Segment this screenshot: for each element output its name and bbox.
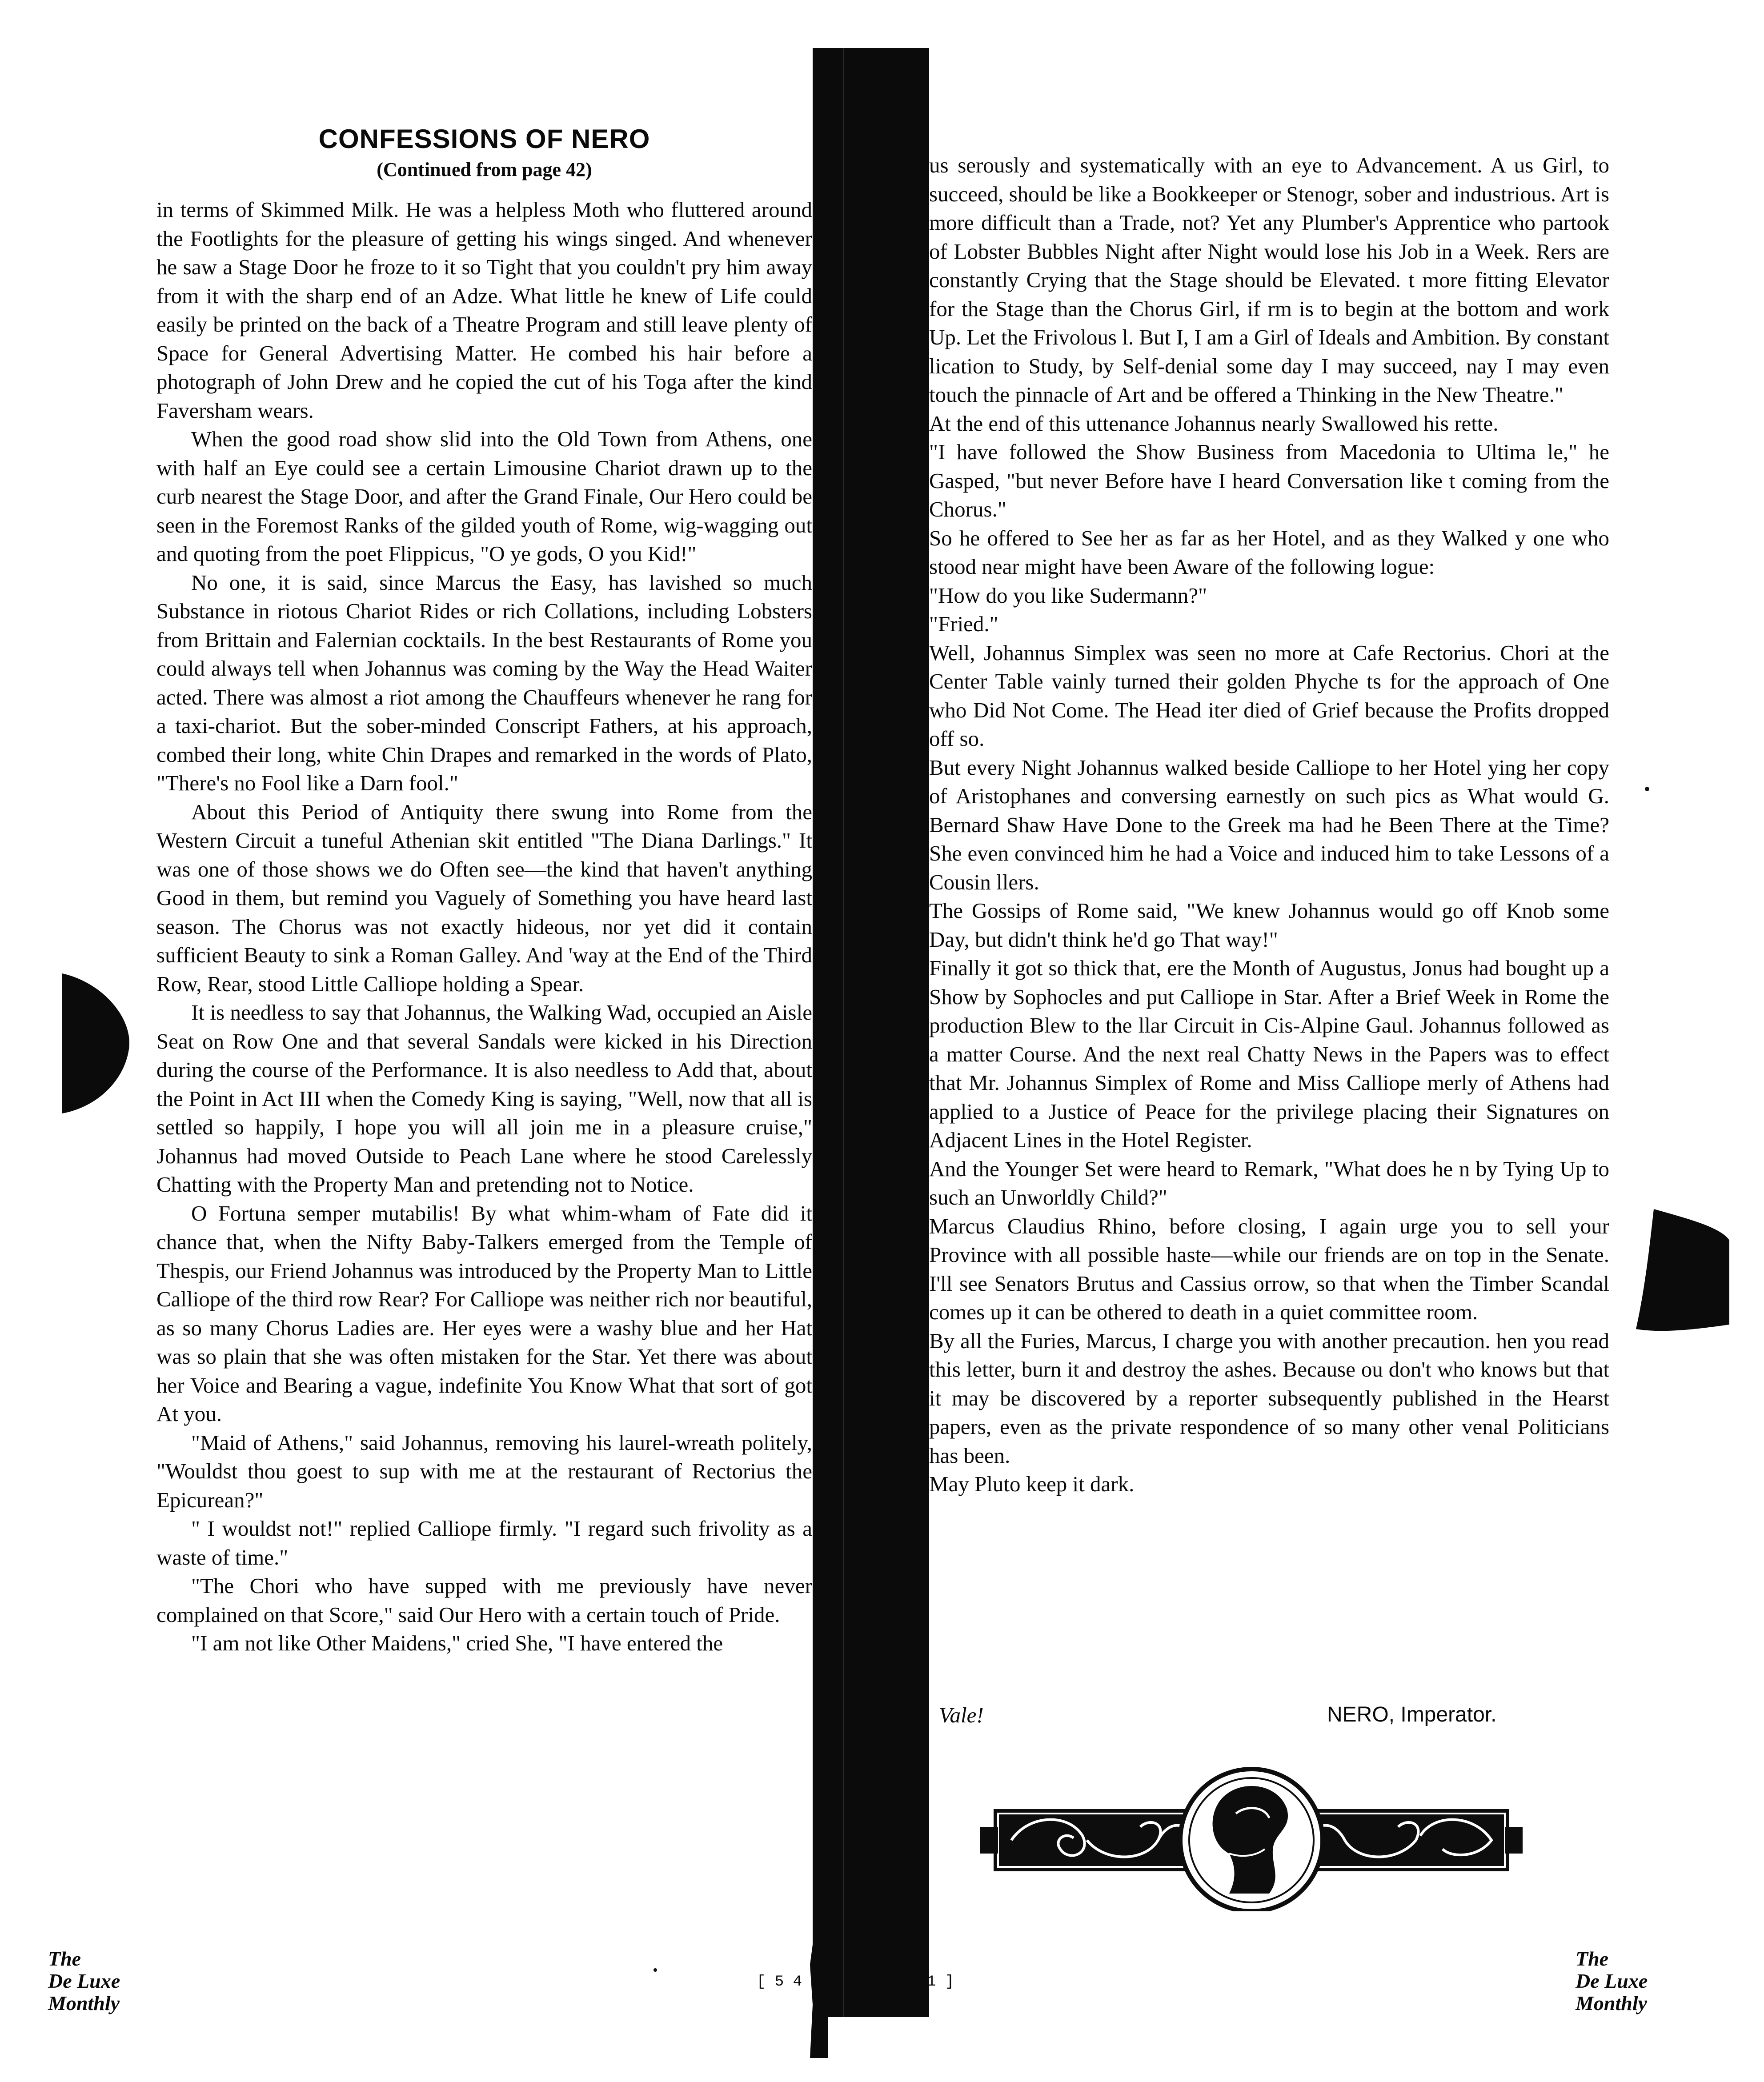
gutter-edge — [843, 48, 844, 2017]
paragraph: "How do you like Sudermann?" — [929, 583, 1207, 608]
masthead-line: Monthly — [1576, 1992, 1648, 2014]
masthead-right — [1576, 1948, 1648, 2014]
ink-speck — [653, 1968, 657, 1972]
masthead-line: The — [1576, 1947, 1609, 1970]
paragraph: "I am not like Other Maidens," cried She, "I have entered the — [191, 1631, 723, 1655]
masthead-left — [48, 1948, 120, 2014]
paragraph: And the Younger Set were heard to Remark, "What does he n by Tying Up to such an Unworldly Child?" — [929, 1156, 1609, 1209]
masthead-line: De Luxe — [1576, 1970, 1648, 1992]
paragraph: " I wouldst not!" replied Calliope firmly. "I regard such frivolity as a waste of time." — [156, 1516, 812, 1570]
vale-closing: Vale! — [939, 1703, 984, 1727]
signoff — [929, 1702, 1609, 1734]
ink-speck — [1645, 787, 1649, 791]
left-column — [156, 0, 812, 2082]
paragraph: By all the Furies, Marcus, I charge you with another precaution. hen you read this letter, burn it and destroy the ashes. Because ou don't who knows but that it may be discovered by a reporter subsequently published in the Hearst papers, even as the private respondence of so many other venal Politicians has been. — [929, 1328, 1609, 1468]
paragraph: "Maid of Athens," said Johannus, removing his laurel-wreath politely, "Wouldst thou goest to sup with me at the restaurant of Rectorius the Epicurean?" — [156, 1430, 812, 1512]
paragraph: At the end of this uttenance Johannus nearly Swallowed his rette. — [929, 411, 1499, 436]
paragraph: Finally it got so thick that, ere the Month of Augustus, Jonus had bought up a Show by Sophocles and put Calliope in Star. After a Brief Week in Rome the production Blew to the llar Circuit in Cis-Alpine Gaul. Johannus followed as a matter Course. And the next real Chatty News in the Papers was to effect that Mr. Johannus Simplex of Rome and Miss Calliope merly of Athens had applied to a Justice of Peace for the privilege placing their Signatures on Adjacent Lines in the Hotel Register. — [929, 956, 1609, 1152]
paragraph: So he offered to See her as far as her Hotel, and as they Walked y one who stood near might have been Aware of the following logue: — [929, 525, 1609, 579]
paragraph: It is needless to say that Johannus, the Walking Wad, occupied an Aisle Seat on Row One and that several Sandals were kicked in his Direction during the course of the Performance. It is also needless to Add that, about the Point in Act III when the Comedy King is saying, "Well, now that all is settled so happily, I hope you will all join me in a pleasure cruise," Johannus had moved Outside to Peach Lane where he stood Carelessly Chatting with the Property Man and pretending not to Notice. — [156, 1000, 812, 1197]
paragraph: in terms of Skimmed Milk. He was a helpless Moth who fluttered around the Footlights for the pleasure of getting his wings singed. And whenever he saw a Stage Door he froze to it so Tight that you couldn't pry him away from it with the sharp end of an Adze. What little he knew of Life could easily be printed on the back of a Theatre Program and still leave plenty of Space for General Advertising Matter. He combed his hair before a photograph of John Drew and he copied the cut of his Toga after the kind Faversham wears. — [156, 197, 812, 423]
page-number-right: 1 ] — [927, 1974, 954, 1990]
masthead-line: Monthly — [48, 1992, 120, 2014]
paragraph: May Pluto keep it dark. — [929, 1472, 1135, 1496]
paragraph: "The Chori who have supped with me previously have never complained on that Score," said Our Hero with a certain touch of Pride. — [156, 1574, 812, 1627]
paragraph: "I have followed the Show Business from Macedonia to Ultima le," he Gasped, "but never Before have I heard Conversation like t coming from the Chorus." — [929, 440, 1609, 521]
binding-gutter — [813, 48, 929, 2017]
punch-hole-left — [62, 965, 133, 1116]
gutter-tear — [810, 1925, 828, 2058]
paragraph: No one, it is said, since Marcus the Easy, has lavished so much Substance in riotous Chariot Rides or rich Collations, including Lobsters from Brittain and Falernian cocktails. In the best Restaurants of Rome you could always tell when Johannus was coming by the Way the Head Waiter acted. There was almost a riot among the Chauffeurs whenever he rang for a taxi-chariot. But the sober-minded Conscript Fathers, at his approach, combed their long, white Chin Drapes and remarked in the words of Plato, "There's no Fool like a Darn fool." — [156, 570, 812, 795]
paragraph: "Fried." — [929, 612, 998, 636]
article-title: CONFESSIONS OF NERO — [318, 124, 650, 154]
paragraph: About this Period of Antiquity there swung into Rome from the Western Circuit a tuneful Athenian skit entitled "The Diana Darlings." It was one of those shows we do Often see—the kind that haven't anything Good in them, but remind you Vaguely of Something you have heard last season. The Chorus was not exactly hideous, nor yet did it contain sufficient Beauty to sink a Roman Galley. And 'way at the End of the Third Row, Rear, stood Little Calliope holding a Spear. — [156, 799, 812, 996]
paragraph: us serously and systematically with an eye to Advancement. A us Girl, to succeed, should be like a Bookkeeper or Stenogr, sober and industrious. Art is more difficult than a Trade, not? Yet any Plumber's Apprentice who partook of Lobster Bubbles Night after Night would lose his Job in a Week. Rers are constantly Crying that the Stage should be Elevated. t more fitting Elevator for the Stage than the Chorus Girl, if rm is to begin at the bottom and work Up. Let the Frivolous l. But I, I am a Girl of Ideals and Ambition. By constant lication to Study, by Self-denial some day I may succeed, nay I may even touch the pinnacle of Art and be offered a Thinking in the New Theatre." — [929, 153, 1609, 407]
paragraph: The Gossips of Rome said, "We knew Johannus would go off Knob some Day, but didn't think he'd go That way!" — [929, 898, 1609, 952]
paragraph: But every Night Johannus walked beside Calliope to her Hotel ying her copy of Aristophanes and conversing earnestly on such pics as What would G. Bernard Shaw Have Done to the Greek ma had he Been There at the Time? She even convinced him he had a Voice and induced him to take Lessons of a Cousin llers. — [929, 755, 1609, 894]
masthead-line: The — [48, 1947, 81, 1970]
paragraph: Well, Johannus Simplex was seen no more at Cafe Rectorius. Chori at the Center Table vainly turned their golden Phyche ts for the approach of One who Did Not Come. The Head iter died of Grief because the Profits dropped off so. — [929, 640, 1609, 751]
ornament-medallion-icon — [980, 1760, 1523, 1911]
continued-note: (Continued from page 42) — [377, 159, 592, 180]
page-number-left: [ 5 4 ] — [757, 1974, 820, 1990]
paragraph: O Fortuna semper mutabilis! By what whim-wham of Fate did it chance that, when the Nifty Baby-Talkers emerged from the Temple of Thespis, our Friend Johannus was introduced by the Property Man to Little Calliope of the third row Rear? For Calliope was neither rich nor beautiful, as so many Chorus Ladies are. Her eyes were a washy blue and her Hat was so plain that she was often mistaken for the Star. Yet there was about her Voice and Bearing a vague, indefinite You Know What that sort of got At you. — [156, 1201, 812, 1426]
masthead-line: De Luxe — [48, 1970, 120, 1992]
paragraph: Marcus Claudius Rhino, before closing, I again urge you to sell your Province with all possible haste—while our friends are on top in the Senate. I'll see Senators Brutus and Cassius orrow, so that when the Timber Scandal comes up it can be othered to death in a quiet committee room. — [929, 1213, 1609, 1324]
punch-hole-right — [1636, 1209, 1729, 1333]
signature: NERO, Imperator. — [1327, 1703, 1497, 1726]
paragraph: When the good road show slid into the Old Town from Athens, one with half an Eye could see a certain Limousine Chariot drawn up to the curb nearest the Stage Door, and after the Grand Finale, Our Hero could be seen in the Foremost Ranks of the gilded youth of Rome, wig-wagging out and quoting from the poet Flippicus, "O ye gods, O you Kid!" — [156, 427, 812, 566]
